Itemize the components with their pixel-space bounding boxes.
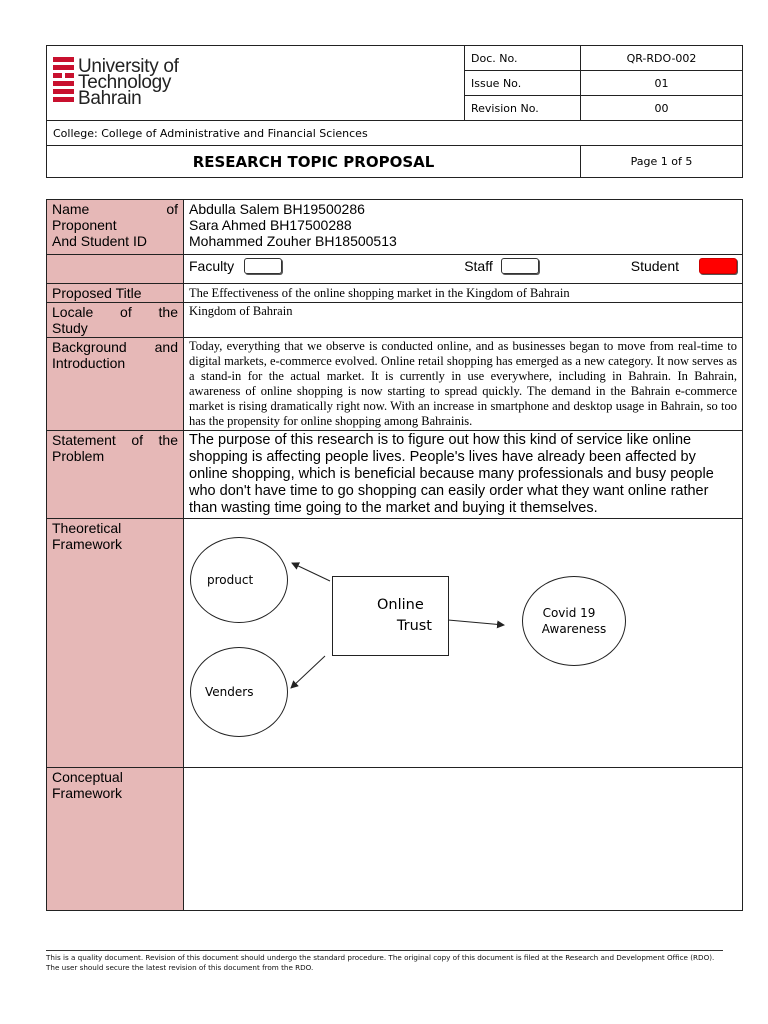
covid-awareness-line-2: Awareness — [541, 622, 607, 636]
role-student-label: Student — [630, 258, 679, 274]
locale-label-line-2: Study — [52, 320, 88, 336]
doc-no-value: QR-RDO-002 — [581, 46, 743, 71]
faculty-checkbox[interactable] — [244, 258, 282, 274]
proponent-label-line-1: Name of — [52, 201, 178, 217]
venders-node — [190, 647, 288, 737]
background-label-line-2: Introduction — [52, 355, 126, 371]
locale-label-line-1: Locale of the — [52, 304, 178, 320]
role-staff-label: Staff — [464, 258, 493, 274]
product-node — [190, 537, 288, 623]
online-trust-line-1: Online — [377, 597, 424, 613]
logo-cell — [47, 46, 465, 121]
role-faculty — [189, 258, 373, 274]
arrow-to-product — [292, 563, 330, 581]
theoretical-label-line-2: Framework — [52, 536, 123, 552]
problem-label — [47, 431, 184, 519]
revision-no-label: Revision No. — [465, 96, 581, 121]
university-logo-icon — [53, 55, 74, 111]
proponent-names — [184, 200, 743, 255]
university-logo — [53, 55, 458, 111]
title-label: Proposed Title — [47, 284, 184, 303]
locale-label — [47, 303, 184, 338]
staff-checkbox[interactable] — [501, 258, 539, 274]
logo-line-2: Technology — [78, 72, 172, 93]
university-name — [78, 56, 179, 109]
role-staff — [373, 258, 539, 274]
problem-row — [47, 431, 743, 519]
role-label-cell — [47, 255, 184, 284]
background-value: Today, everything that we observe is conducted online, and as businesses began to move from real-time to digital markets, e-commerce evolved. Online retail shopping has emerged as a new category. It now serves as a stand-in for the actual market. It is currently in use everywhere, including in Bahrain. In Bahrain, awareness of online shopping is now starting to spread quickly. The demand in the Bahrain e-commerce market is rising dramatically right now. With an increase in smartphone and desktop usage in Bahrain, so too has the propensity for online shopping among Bahrainis. — [184, 338, 743, 431]
revision-no-value: 00 — [581, 96, 743, 121]
arrow-to-awareness — [448, 620, 504, 625]
theoretical-framework-diagram — [184, 519, 742, 767]
role-row — [47, 255, 743, 284]
role-options — [184, 255, 743, 284]
background-row — [47, 338, 743, 431]
college-line: College: College of Administrative and Financial Sciences — [47, 121, 743, 146]
document-title: RESEARCH TOPIC PROPOSAL — [47, 146, 581, 178]
proposal-form — [46, 199, 743, 911]
problem-value: The purpose of this research is to figure out how this kind of service like online shopping is affecting people lives. People's lives have already been affected by online shopping, which is beneficial because many professionals and busy people who don't have time to go shopping can easily order what they want online rather than wasting time going to the market and buying it themselves. — [184, 431, 743, 519]
problem-label-line-1: Statement of the — [52, 432, 178, 448]
background-label-line-1: Background and — [52, 339, 178, 355]
footer-rule — [46, 950, 723, 951]
conceptual-row — [47, 768, 743, 911]
document-header — [46, 45, 743, 178]
title-value: The Effectiveness of the online shopping market in the Kingdom of Bahrain — [184, 284, 743, 303]
conceptual-label — [47, 768, 184, 911]
proponent-label-line-3: And Student ID — [52, 233, 147, 249]
background-label — [47, 338, 184, 431]
doc-no-label: Doc. No. — [465, 46, 581, 71]
proponent-name-3: Mohammed Zouher BH18500513 — [189, 233, 397, 249]
issue-no-value: 01 — [581, 71, 743, 96]
product-node-label: product — [207, 573, 254, 587]
conceptual-label-line-2: Framework — [52, 785, 123, 801]
student-checkbox[interactable] — [699, 258, 737, 274]
issue-no-label: Issue No. — [465, 71, 581, 96]
online-trust-node — [332, 576, 449, 656]
theoretical-label — [47, 519, 184, 768]
theoretical-framework-diagram-cell — [184, 519, 743, 768]
logo-line-1: University of — [78, 56, 179, 77]
conceptual-framework-cell — [184, 768, 743, 911]
footer-note: This is a quality document. Revision of this document should undergo the standard procedure. The original copy of this document is filed at the Research and Development Office (RDO). The user should secure the latest revision of this document from the RDO. — [46, 953, 715, 972]
arrow-to-venders — [291, 656, 325, 688]
proponent-row — [47, 200, 743, 255]
covid-awareness-line-1: Covid 19 — [542, 606, 596, 620]
role-faculty-label: Faculty — [189, 258, 235, 274]
covid-awareness-node — [522, 576, 626, 666]
venders-node-label: Venders — [205, 685, 254, 699]
page-number: Page 1 of 5 — [581, 146, 743, 178]
conceptual-label-line-1: Conceptual — [52, 769, 123, 785]
title-row — [47, 284, 743, 303]
locale-value: Kingdom of Bahrain — [184, 303, 743, 338]
role-student — [631, 258, 737, 274]
problem-label-line-2: Problem — [52, 448, 105, 464]
theoretical-row — [47, 519, 743, 768]
proponent-label — [47, 200, 184, 255]
proponent-name-1: Abdulla Salem BH19500286 — [189, 201, 365, 217]
proponent-label-line-2: Proponent — [52, 217, 117, 233]
theoretical-label-line-1: Theoretical — [52, 520, 122, 536]
locale-row — [47, 303, 743, 338]
online-trust-line-2: Trust — [396, 618, 432, 634]
proponent-name-2: Sara Ahmed BH17500288 — [189, 217, 352, 233]
logo-line-3: Bahrain — [78, 88, 142, 109]
